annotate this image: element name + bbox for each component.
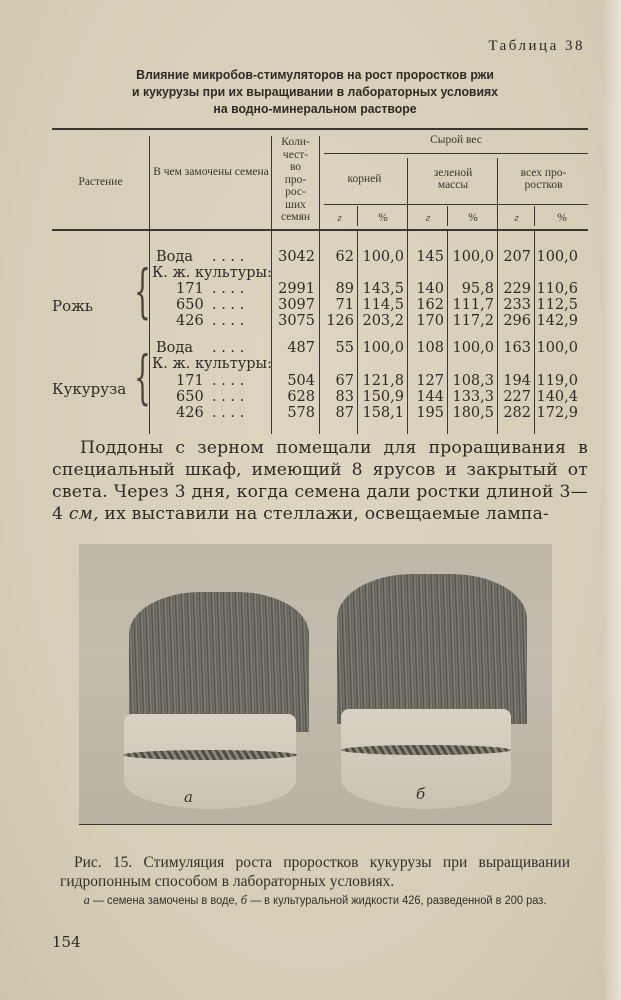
cell-count: 628	[287, 389, 315, 405]
unit-pct-all: %	[557, 212, 567, 224]
cell-all-g: 296	[503, 313, 531, 329]
paragraph-text: Поддоны с зерном помещали для проращивания в специальный шкаф, имеющий 8 ярусов и закрытый от света. Через 3 дня, когда семена дали ростки длиной 3—4	[52, 438, 588, 524]
unit-g-all: г	[514, 212, 519, 224]
cell-roots-g: 71	[335, 297, 354, 313]
row-dots: . . . .	[212, 249, 245, 265]
row-label: 650	[176, 297, 204, 313]
cell-all-g: 163	[503, 340, 531, 356]
caption-main: Рис. 15. Стимуляция роста проростков кукурузы при выращивании гидропонным способом в лабораторных условиях.	[60, 854, 570, 890]
cell-green-g: 108	[416, 340, 444, 356]
figure-photo	[79, 544, 552, 825]
cell-all-g: 282	[503, 405, 531, 421]
cell-green-g: 127	[416, 373, 444, 389]
cell-roots-pct: 158,1	[362, 405, 404, 421]
table-title-line-3: на водно-минеральном растворе	[213, 101, 417, 116]
cell-all-pct: 119,0	[536, 373, 578, 389]
header-soaked-in-text: В чем замочены семена	[153, 166, 269, 178]
brace-icon: {	[134, 257, 151, 325]
cell-green-pct: 95,8	[461, 281, 494, 297]
cell-green-g: 140	[416, 281, 444, 297]
col-rule-r3	[534, 206, 535, 226]
figure-label-a: а	[184, 788, 193, 806]
figure-caption	[60, 853, 570, 908]
fresh-weight-rule	[324, 153, 588, 154]
brace-icon: {	[134, 343, 151, 411]
cell-green-g: 170	[416, 313, 444, 329]
cell-count: 578	[287, 405, 315, 421]
row-label: Вода	[156, 340, 193, 356]
tray-left	[124, 714, 296, 809]
row-label: 171	[176, 281, 204, 297]
cell-green-g: 144	[416, 389, 444, 405]
caption-sub	[70, 893, 560, 908]
cell-all-g: 207	[503, 249, 531, 265]
row-dots: . . . .	[212, 373, 245, 389]
header-fresh-weight: Сырой вес	[430, 134, 482, 146]
seed-count-line: ших	[285, 198, 306, 211]
cell-green-g: 195	[416, 405, 444, 421]
cell-roots-g: 83	[335, 389, 354, 405]
green-mass-line: зеленой	[433, 167, 473, 179]
all-sprouts-line: всех про-	[520, 167, 567, 179]
table-number-label: Таблица 38	[488, 38, 585, 54]
tray-right	[341, 709, 511, 809]
caption-sub-b-text: — в культуральной жидкости 426, разведенной в 200 раз.	[247, 895, 547, 907]
cell-count: 487	[287, 340, 315, 356]
cell-roots-g: 89	[335, 281, 354, 297]
row-dots: . . . .	[212, 340, 245, 356]
cell-all-g: 227	[503, 389, 531, 405]
cell-all-pct: 142,9	[536, 313, 578, 329]
header-seed-count	[273, 136, 318, 224]
cell-count: 3042	[278, 249, 315, 265]
cell-all-pct: 110,6	[536, 281, 578, 297]
cell-roots-g: 87	[335, 405, 354, 421]
row-dots: . . . .	[212, 297, 245, 313]
table-title	[87, 66, 543, 117]
seed-count-line: рос-	[285, 186, 306, 198]
sprouts-right	[337, 574, 527, 724]
row-dots: . . . .	[212, 405, 245, 421]
page-edge-shadow	[603, 0, 621, 1000]
cell-roots-pct: 121,8	[362, 373, 404, 389]
cell-count: 3075	[278, 313, 315, 329]
cell-count: 3097	[278, 297, 315, 313]
caption-sub-a: а	[83, 892, 90, 907]
header-plant: Растение	[78, 176, 123, 188]
unit-pct-roots: %	[378, 212, 388, 224]
table-title-line-2: и кукурузы при их выращивании в лабораторных условиях	[132, 84, 498, 99]
cell-green-pct: 108,3	[452, 373, 494, 389]
page-number: 154	[52, 933, 81, 951]
row-dots: . . . .	[212, 313, 245, 329]
cell-all-pct: 140,4	[536, 389, 578, 405]
cell-roots-g: 55	[335, 340, 354, 356]
cell-roots-pct: 114,5	[362, 297, 404, 313]
cell-green-g: 162	[416, 297, 444, 313]
seed-count-line: про-	[284, 173, 307, 186]
body-paragraph	[52, 437, 588, 525]
cell-all-g: 233	[503, 297, 531, 313]
row-label: 171	[176, 373, 204, 389]
cell-all-pct: 100,0	[536, 340, 578, 356]
caption-sub-a-text: — семена замочены в воде,	[89, 895, 241, 907]
cell-roots-g: 67	[335, 373, 354, 389]
row-label: Вода	[156, 249, 193, 265]
caption-sub-b: б	[240, 892, 248, 907]
row-dots: . . . .	[212, 389, 245, 405]
cell-all-pct: 172,9	[536, 405, 578, 421]
cell-all-g: 194	[503, 373, 531, 389]
cell-roots-pct: 203,2	[362, 313, 404, 329]
cell-all-pct: 100,0	[536, 249, 578, 265]
cell-roots-pct: 100,0	[362, 249, 404, 265]
cell-green-pct: 100,0	[452, 340, 494, 356]
header-green-mass	[409, 167, 497, 191]
cell-roots-g: 126	[326, 313, 354, 329]
row-label: 426	[176, 405, 204, 421]
table-title-line-1: Влияние микробов-стимуляторов на рост проростков ржи	[136, 67, 494, 82]
unit-pct-green: %	[468, 212, 478, 224]
paragraph-unit: см,	[68, 504, 99, 524]
cell-green-pct: 117,2	[452, 313, 494, 329]
figure-label-b: б	[416, 785, 426, 803]
plant-name: Кукуруза	[52, 380, 127, 398]
row-label: 426	[176, 313, 204, 329]
cell-roots-pct: 143,5	[362, 281, 404, 297]
cell-count: 2991	[278, 281, 315, 297]
table-top-rule	[52, 128, 588, 130]
header-all-sprouts	[499, 167, 588, 191]
cell-green-pct: 100,0	[452, 249, 494, 265]
group-subheader: К. ж. культуры:	[152, 265, 272, 281]
cell-count: 504	[287, 373, 315, 389]
cell-green-g: 145	[416, 249, 444, 265]
header-roots: корней	[347, 173, 382, 185]
cell-all-pct: 112,5	[536, 297, 578, 313]
paragraph-text-end: их выставили на стеллажи, освещаемые лампа-	[98, 504, 550, 524]
cell-roots-pct: 100,0	[362, 340, 404, 356]
unit-g-green: г	[425, 212, 431, 224]
cell-green-pct: 111,7	[452, 297, 494, 313]
cell-green-pct: 180,5	[452, 405, 494, 421]
seed-count-line: семян	[280, 211, 311, 223]
cell-all-g: 229	[503, 281, 531, 297]
sprouts-left	[129, 592, 309, 732]
group-subheader: К. ж. культуры:	[152, 356, 272, 372]
cell-roots-g: 62	[335, 249, 354, 265]
header-soaked-in	[152, 166, 270, 178]
plant-name: Рожь	[52, 297, 94, 315]
col-rule-r1	[357, 206, 358, 226]
col-rule-r2	[447, 206, 448, 226]
row-label: 650	[176, 389, 204, 405]
green-mass-line: массы	[437, 179, 469, 191]
seed-count-line: чест-	[282, 148, 309, 161]
row-dots: . . . .	[212, 281, 245, 297]
subcolumn-rule	[324, 204, 588, 205]
unit-g-roots: г	[337, 212, 342, 224]
all-sprouts-line: ростков	[524, 179, 563, 191]
seed-count-line: во	[289, 161, 302, 173]
seed-count-line: Коли-	[281, 136, 310, 148]
cell-green-pct: 133,3	[452, 389, 494, 405]
rope-left	[123, 750, 297, 760]
cell-roots-pct: 150,9	[362, 389, 404, 405]
rope-right	[341, 745, 511, 755]
